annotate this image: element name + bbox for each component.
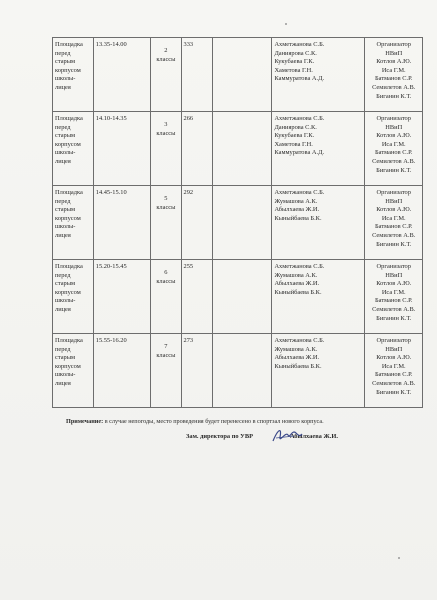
- empty-cell: [212, 334, 272, 408]
- place-line: старым: [55, 354, 76, 362]
- student-count: 292: [183, 189, 194, 196]
- note-label: Примечание:: [66, 418, 104, 425]
- organizer-line: Иса Г.М.: [381, 66, 406, 74]
- organizer-line: НВиП: [385, 197, 403, 205]
- handwritten-signature: [270, 425, 304, 447]
- teacher-name: Хаметова Г.Н.: [274, 140, 313, 148]
- organizer-line: Иса Г.М.: [381, 288, 406, 296]
- time-range: 15.20-15.45: [95, 263, 127, 270]
- scan-speck: [285, 23, 287, 25]
- organizer-line: Иса Г.М.: [381, 214, 406, 222]
- table-row: [53, 112, 423, 186]
- organizer-line: Организатор: [376, 263, 411, 270]
- organizer-line: Иса Г.М.: [381, 140, 406, 148]
- teacher-name: Ахметжанова С.Б.: [274, 337, 325, 344]
- place-line: перед: [55, 49, 71, 57]
- class-word: классы: [156, 351, 176, 359]
- organizer-cell: [365, 334, 423, 408]
- place-line: перед: [55, 197, 71, 205]
- organizer-line: Семилетов А.В.: [372, 305, 416, 313]
- place-line: перед: [55, 345, 71, 353]
- empty-cell: [212, 112, 272, 186]
- time-cell: [93, 38, 150, 112]
- place-line: перед: [55, 271, 71, 279]
- organizer-line: Организатор: [376, 189, 411, 196]
- signature-role: Зам. директора по УВР: [186, 433, 254, 440]
- empty-cell: [212, 186, 272, 260]
- teacher-name: Ахметжанова С.Б.: [274, 115, 325, 122]
- class-number: 7: [164, 343, 168, 350]
- organizer-line: Батманов С.Р.: [375, 75, 413, 83]
- place-cell: [53, 260, 94, 334]
- teacher-name: Жумашова А.К.: [274, 271, 318, 279]
- class-word: классы: [156, 55, 176, 63]
- place-line: корпусом: [55, 288, 81, 296]
- teacher-name: Кукубаева Г.К.: [274, 132, 315, 140]
- organizer-line: Биганин К.Т.: [376, 314, 412, 322]
- empty-cell: [212, 38, 272, 112]
- time-range: 13.35-14.00: [95, 41, 127, 48]
- organizer-line: Батманов С.Р.: [375, 223, 413, 231]
- note-text: в случае непогоды, место проведения будет перенесено в спортзал нового корпуса.: [103, 418, 324, 425]
- count-cell: [181, 260, 212, 334]
- organizer-line: Организатор: [376, 115, 411, 122]
- organizer-line: Батманов С.Р.: [375, 297, 413, 305]
- teacher-name: Каммуратова А.Д.: [274, 149, 325, 157]
- class-word: классы: [156, 203, 176, 211]
- organizer-line: Организатор: [376, 41, 411, 48]
- class-cell: [151, 38, 181, 112]
- teacher-name: Абылхаева Ж.И.: [274, 354, 320, 362]
- organizer-line: Биганин К.Т.: [376, 388, 412, 396]
- place-cell: [53, 112, 94, 186]
- teacher-name: Ахметжанова С.Б.: [274, 189, 325, 196]
- organizer-line: Биганин К.Т.: [376, 92, 412, 100]
- teacher-name: Хаметова Г.Н.: [274, 66, 313, 74]
- teacher-name: Каммуратова А.Д.: [274, 75, 325, 83]
- place-cell: [53, 186, 94, 260]
- teacher-name: Кыныйбаева Б.К.: [274, 214, 322, 222]
- teacher-name: Жумашова А.К.: [274, 197, 318, 205]
- organizer-line: Котлов А.Ю.: [376, 206, 412, 214]
- organizer-line: Иса Г.М.: [381, 362, 406, 370]
- table-row: [53, 38, 423, 112]
- time-range: 14.10-14.35: [95, 115, 127, 122]
- time-cell: [93, 112, 150, 186]
- place-line: Площадка: [55, 263, 83, 270]
- teachers-cell: [272, 38, 365, 112]
- organizer-line: Семилетов А.В.: [372, 379, 416, 387]
- teacher-name: Абылхаева Ж.И.: [274, 280, 320, 288]
- count-cell: [181, 186, 212, 260]
- place-line: школы-: [55, 371, 76, 379]
- time-range: 15.55-16.20: [95, 337, 127, 344]
- place-line: школы-: [55, 149, 76, 157]
- teachers-cell: [272, 186, 365, 260]
- teachers-cell: [272, 112, 365, 186]
- organizer-line: Биганин К.Т.: [376, 166, 412, 174]
- count-cell: [181, 334, 212, 408]
- organizer-line: Котлов А.Ю.: [376, 58, 412, 66]
- organizer-line: Батманов С.Р.: [375, 149, 413, 157]
- organizer-line: НВиП: [385, 123, 403, 131]
- class-number: 2: [164, 47, 168, 54]
- signature-name: Абылхаева Ж.И.: [290, 433, 338, 440]
- class-cell: [151, 112, 181, 186]
- time-range: 14.45-15.10: [95, 189, 127, 196]
- organizer-line: Организатор: [376, 337, 411, 344]
- scan-speck: [398, 557, 400, 559]
- place-line: лицея: [55, 379, 71, 387]
- teacher-name: Даниярова С.К.: [274, 49, 317, 57]
- student-count: 266: [183, 115, 194, 122]
- teacher-name: Абылхаева Ж.И.: [274, 206, 320, 214]
- organizer-cell: [365, 260, 423, 334]
- time-cell: [93, 334, 150, 408]
- organizer-line: Батманов С.Р.: [375, 371, 413, 379]
- teacher-name: Жумашова А.К.: [274, 345, 318, 353]
- count-cell: [181, 112, 212, 186]
- place-line: старым: [55, 132, 76, 140]
- teacher-name: Ахметжанова С.Б.: [274, 263, 325, 270]
- organizer-line: Котлов А.Ю.: [376, 132, 412, 140]
- count-cell: [181, 38, 212, 112]
- organizer-line: Котлов А.Ю.: [376, 354, 412, 362]
- time-cell: [93, 260, 150, 334]
- teacher-name: Ахметжанова С.Б.: [274, 41, 325, 48]
- teacher-name: Кукубаева Г.К.: [274, 58, 315, 66]
- place-line: старым: [55, 58, 76, 66]
- place-line: старым: [55, 280, 76, 288]
- place-line: Площадка: [55, 189, 83, 196]
- table-row: [53, 260, 423, 334]
- place-line: корпусом: [55, 140, 81, 148]
- place-line: корпусом: [55, 362, 81, 370]
- class-cell: [151, 260, 181, 334]
- place-line: школы-: [55, 75, 76, 83]
- organizer-line: Семилетов А.В.: [372, 83, 416, 91]
- organizer-line: НВиП: [385, 49, 403, 57]
- teacher-name: Кыныйбаева Б.К.: [274, 362, 322, 370]
- place-line: лицея: [55, 157, 71, 165]
- class-number: 3: [164, 121, 168, 128]
- organizer-line: Семилетов А.В.: [372, 231, 416, 239]
- student-count: 255: [183, 263, 194, 270]
- place-line: корпусом: [55, 66, 81, 74]
- teacher-name: Кыныйбаева Б.К.: [274, 288, 322, 296]
- class-word: классы: [156, 277, 176, 285]
- class-word: классы: [156, 129, 176, 137]
- class-cell: [151, 186, 181, 260]
- class-number: 6: [164, 269, 168, 276]
- place-line: школы-: [55, 297, 76, 305]
- place-line: лицея: [55, 231, 71, 239]
- note-line: [66, 418, 416, 425]
- place-line: Площадка: [55, 337, 83, 344]
- place-line: Площадка: [55, 41, 83, 48]
- organizer-line: НВиП: [385, 271, 403, 279]
- student-count: 273: [183, 337, 194, 344]
- organizer-cell: [365, 112, 423, 186]
- organizer-line: Биганин К.Т.: [376, 240, 412, 248]
- empty-cell: [212, 260, 272, 334]
- table-row: [53, 186, 423, 260]
- organizer-line: Семилетов А.В.: [372, 157, 416, 165]
- place-line: школы-: [55, 223, 76, 231]
- time-cell: [93, 186, 150, 260]
- teachers-cell: [272, 260, 365, 334]
- student-count: 333: [183, 41, 194, 48]
- place-line: Площадка: [55, 115, 83, 122]
- place-line: перед: [55, 123, 71, 131]
- place-line: лицея: [55, 305, 71, 313]
- table-row: [53, 334, 423, 408]
- teachers-cell: [272, 334, 365, 408]
- organizer-cell: [365, 38, 423, 112]
- organizer-line: НВиП: [385, 345, 403, 353]
- schedule-table: [52, 37, 423, 408]
- place-cell: [53, 38, 94, 112]
- place-cell: [53, 334, 94, 408]
- place-line: лицея: [55, 83, 71, 91]
- teacher-name: Даниярова С.К.: [274, 123, 317, 131]
- organizer-cell: [365, 186, 423, 260]
- place-line: корпусом: [55, 214, 81, 222]
- class-cell: [151, 334, 181, 408]
- class-number: 5: [164, 195, 168, 202]
- organizer-line: Котлов А.Ю.: [376, 280, 412, 288]
- signature-block: [186, 433, 338, 440]
- place-line: старым: [55, 206, 76, 214]
